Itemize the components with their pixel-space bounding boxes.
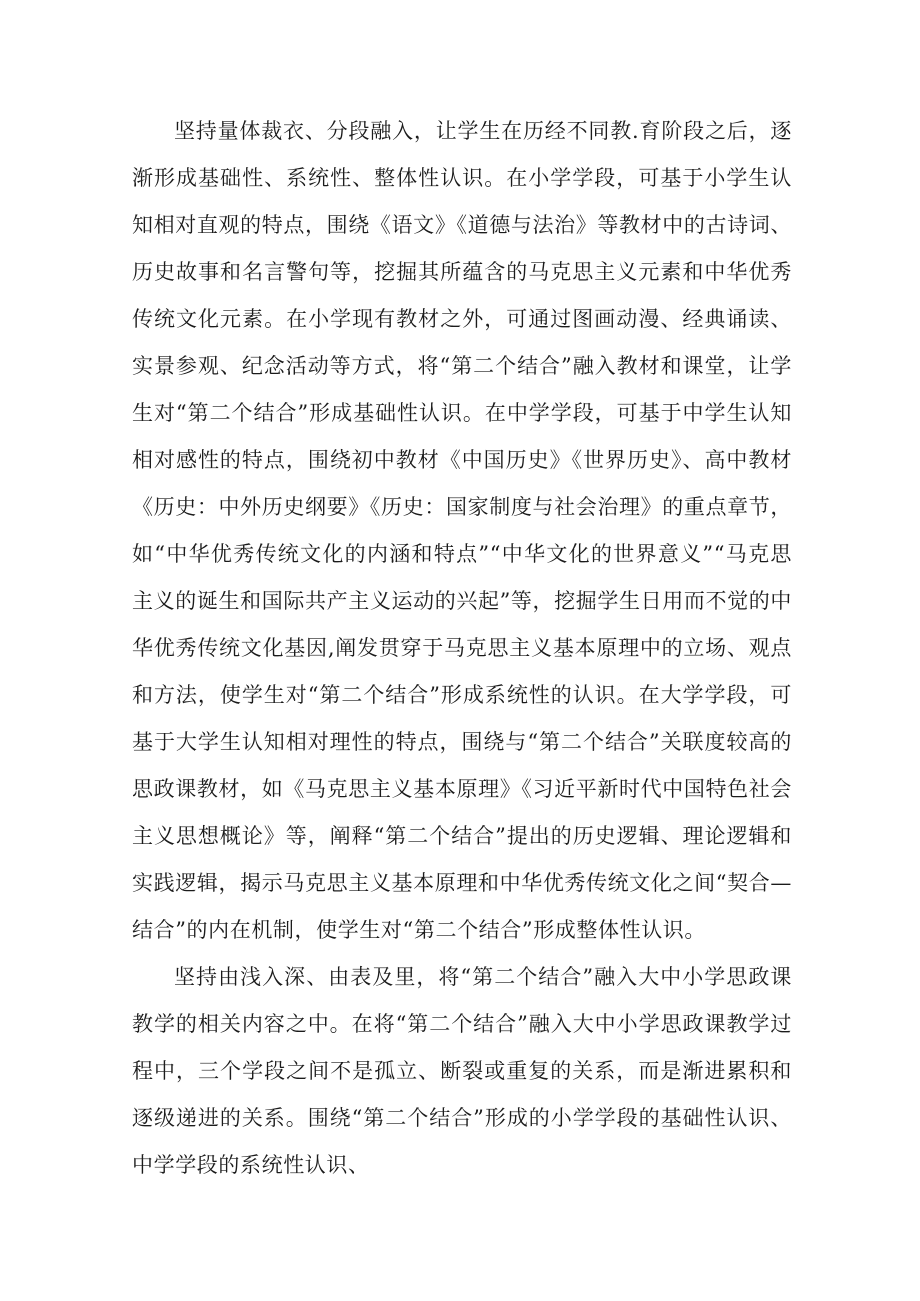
paragraph-staged-integration: 坚持量体裁衣、分段融入，让学生在历经不同教.育阶段之后，逐渐形成基础性、系统性、整体性认识。在小学学段，可基于小学生认知相对直观的特点，围绕《语文》《道德与法治》等教材中的古诗词、历史故事和名言警句等，挖掘其所蕴含的马克思主义元素和中华优秀传统文化元素。在小学现有教材之外，可通过图画动漫、经典诵读、实景参观、纪念活动等方式，将“第二个结合”融入教材和课堂，让学生对“第二个结合”形成基础性认识。在中学学段，可基于中学生认知相对感性的特点，围绕初中教材《中国历史》《世界历史》、高中教材《历史：中外历史纲要》《历史：国家制度与社会治理》的重点章节，如“中华优秀传统文化的内涵和特点”“中华文化的世界意义”“马克思主义的诞生和国际共产主义运动的兴起”等，挖掘学生日用而不觉的中华优秀传统文化基因,阐发贯穿于马克思主义基本原理中的立场、观点和方法，使学生对“第二个结合”形成系统性的认识。在大学学段，可基于大学生认知相对理性的特点，围绕与“第二个结合”关联度较高的思政课教材，如《马克思主义基本原理》《习近平新时代中国特色社会主义思想概论》等，阐释“第二个结合”提出的历史逻辑、理论逻辑和实践逻辑，揭示马克思主义基本原理和中华优秀传统文化之间“契合—结合”的内在机制，使学生对“第二个结合”形成整体性认识。 <box>132 119 792 942</box>
paragraph-progressive-integration: 坚持由浅入深、由表及里，将“第二个结合”融入大中小学思政课教学的相关内容之中。在将“第二个结合”融入大中小学思政课教学过程中，三个学段之间不是孤立、断裂或重复的关系，而是渐进累积和逐级递进的关系。围绕“第二个结合”形成的小学学段的基础性认识、中学学段的系统性认识、 <box>132 965 792 1177</box>
document-body <box>132 108 792 1189</box>
